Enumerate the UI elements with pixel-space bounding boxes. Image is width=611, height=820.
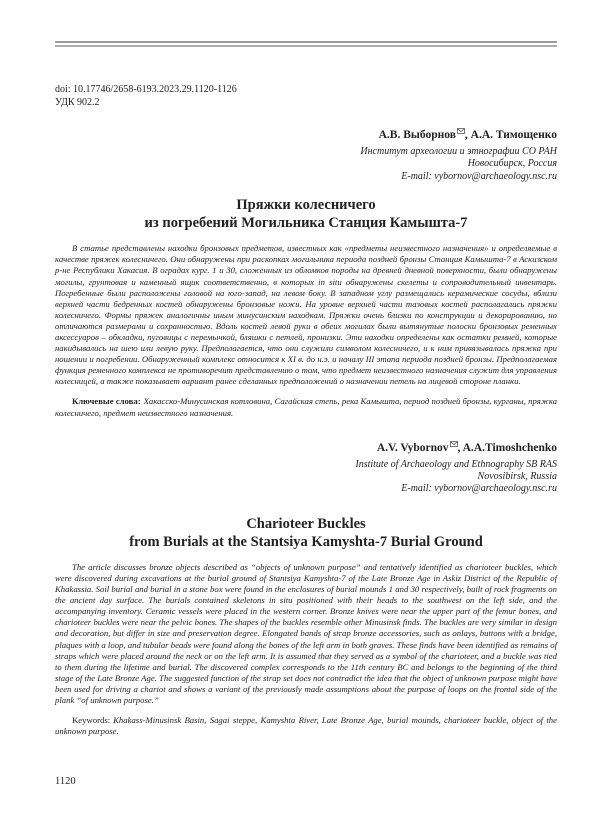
affiliation-block-ru xyxy=(55,146,557,183)
keywords-text-en: Khakass-Minusinsk Basin, Sagai steppe, Kamyshta River, Late Bronze Age, burial mounds, charioteer buckle, object of the unknown purpose. xyxy=(55,715,557,737)
keywords-ru xyxy=(55,396,557,418)
article-title-ru-line1: Пряжки колесничего xyxy=(236,197,376,214)
keywords-label-ru: Ключевые слова: xyxy=(72,396,141,407)
affiliation-en: Institute of Archaeology and Ethnography SB RAS xyxy=(355,458,557,470)
authors-block-en xyxy=(55,441,557,496)
location-en: Novosibirsk, Russia xyxy=(477,471,557,483)
email-envelope-icon xyxy=(457,128,465,134)
authors-line-en xyxy=(55,441,557,455)
abstract-en: The article discusses bronze objects described as “objects of unknown purpose” and tentatively identified as charioteer buckles, which were discovered during excavations at the burial ground of Stantsiya Kamyshta-7 of the Late Bronze Age in Askiz District of the Republic of Khakassia. Soil burial and burial in a stone box were found in the enclosures of burial mounds 1 and 30 respectively, built of rock fragments on the ancient day surface. The burials contained skeletons in situ positioned with their heads to the southwest on the left side, and the accompanying inventory. Ceramic vessels were placed in the western corner. Bronze knives were near the upper part of the femur bones, and charioteer buckles were near the pelvic bones. The shapes of the buckles resemble other Minusinsk finds. The buckles are very similar in design and decoration, but differ in size and preservation degree. Elongated bands of strap bronze accessories, such as onlays, buttons with a bridge, plaques with a loop, and tubular beads were found along the bones of the left arm in both graves. These finds have been identified as remains of straps which were placed around the neck or on the left arm. It is assumed that they served as a symbol of the charioteer, and a buckle was tied to them during the lifetime and burial. The discovered complex corresponds to the 11th century BC and belongs to the beginning of the third stage of the Late Bronze Age. The suggested function of the strap set does not contradict the idea that the object of unknown purpose might have been used for driving a chariot and shows a variant of the previously made assumptions about the purpose of loops on the frontal side of the plank “of unknown purpose.” xyxy=(55,561,557,705)
authors-line-ru xyxy=(55,128,557,142)
affiliation-block-en xyxy=(55,459,557,496)
keywords-en xyxy=(55,715,557,737)
article-title-en-line1: Charioteer Buckles xyxy=(246,515,366,532)
article-title-ru-line2: из погребений Могильника Станция Камышта-7 xyxy=(144,215,468,232)
article-title-ru xyxy=(55,196,557,232)
doi-line: doi: 10.17746/2658-6193.2023.29.1120-1126 xyxy=(55,84,237,95)
email-envelope-icon xyxy=(450,441,458,447)
article-meta xyxy=(55,83,557,109)
coauthor-name-ru: , А.А. Тимощенко xyxy=(464,129,557,141)
coauthor-name-en: , A.A.Timoshchenko xyxy=(457,441,557,454)
email-ru: E-mail: vybornov@archaeology.nsc.ru xyxy=(401,170,557,182)
article-title-en-line2: from Burials at the Stantsiya Kamyshta-7 Burial Ground xyxy=(129,533,483,550)
udc-line: УДК 902.2 xyxy=(55,97,100,108)
page-number: 1120 xyxy=(55,776,76,787)
affiliation-ru: Институт археологии и этнографии СО РАН xyxy=(360,146,557,157)
author-name-ru: А.В. Выборнов xyxy=(378,129,456,141)
authors-block-ru xyxy=(55,128,557,183)
email-en: E-mail: vybornov@archaeology.nsc.ru xyxy=(401,483,557,495)
header-double-rule xyxy=(55,41,557,47)
location-ru: Новосибирск, Россия xyxy=(467,158,557,170)
article-title-en xyxy=(55,515,557,551)
keywords-text-ru: Хакасско-Минусинская котловина, Сагайская степь, река Камышта, период поздней бронзы, курганы, пряжка колесничего, предмет неизвестного назначения. xyxy=(55,396,558,418)
keywords-label-en: Keywords: xyxy=(72,715,111,726)
abstract-ru: В статье представлены находки бронзовых предметов, известных как «предметы неизвестного назначения» и определяемые в качестве пряжек колесничего. Они обнаружены при раскопках могильника периода поздней бронзы Станция Камышта-7 в Аскизском р-не Республики Хакасия. В оградах кург. 1 и 30, сложенных из обломков породы на древней дневной поверхности, были обнаружены могилы, грунтовая и каменный ящик соответственно, в которых in situ обнаружены скелеты и сопроводительный инвентарь. Погребенные были расположены головой на юго-запад, на левом боку. В западном углу размещались керамические сосуды, вблизи верхней части бедренных костей обнаружены бронзовые ножи. На уровне верхней части тазовых костей располагались пряжки колесничего. Формы пряжек аналогичны иным минусинским находкам. Пряжки очень близки по конструкции и декорированию, но отличаются размерами и сохранностью. Вдоль костей левой руки в обеих могилах были вытянутые полоски бронзовых ременных аксессуаров – обкладки, пуговицы с перемычкой, бляшки с петлей, пронизки. Эти находки определены как остатки ремней, которые накидывались на шею или левую руку. Предполагается, что они служили символом колесничего, и к ним привязывалась пряжка при ношении и погребении. Обнаруженный комплекс относится к XI в. до н.э. и началу III этапа периода поздней бронзы. Предполагаемая функция ременного комплекса не противоречит представлению о том, что предмет неизвестного назначения служит для управления колесницей, а также показывает вариант ранее сделанных предположений о назначении петель на лицевой стороне планки. xyxy=(55,243,557,387)
author-name-en: A.V. Vybornov xyxy=(376,441,449,454)
